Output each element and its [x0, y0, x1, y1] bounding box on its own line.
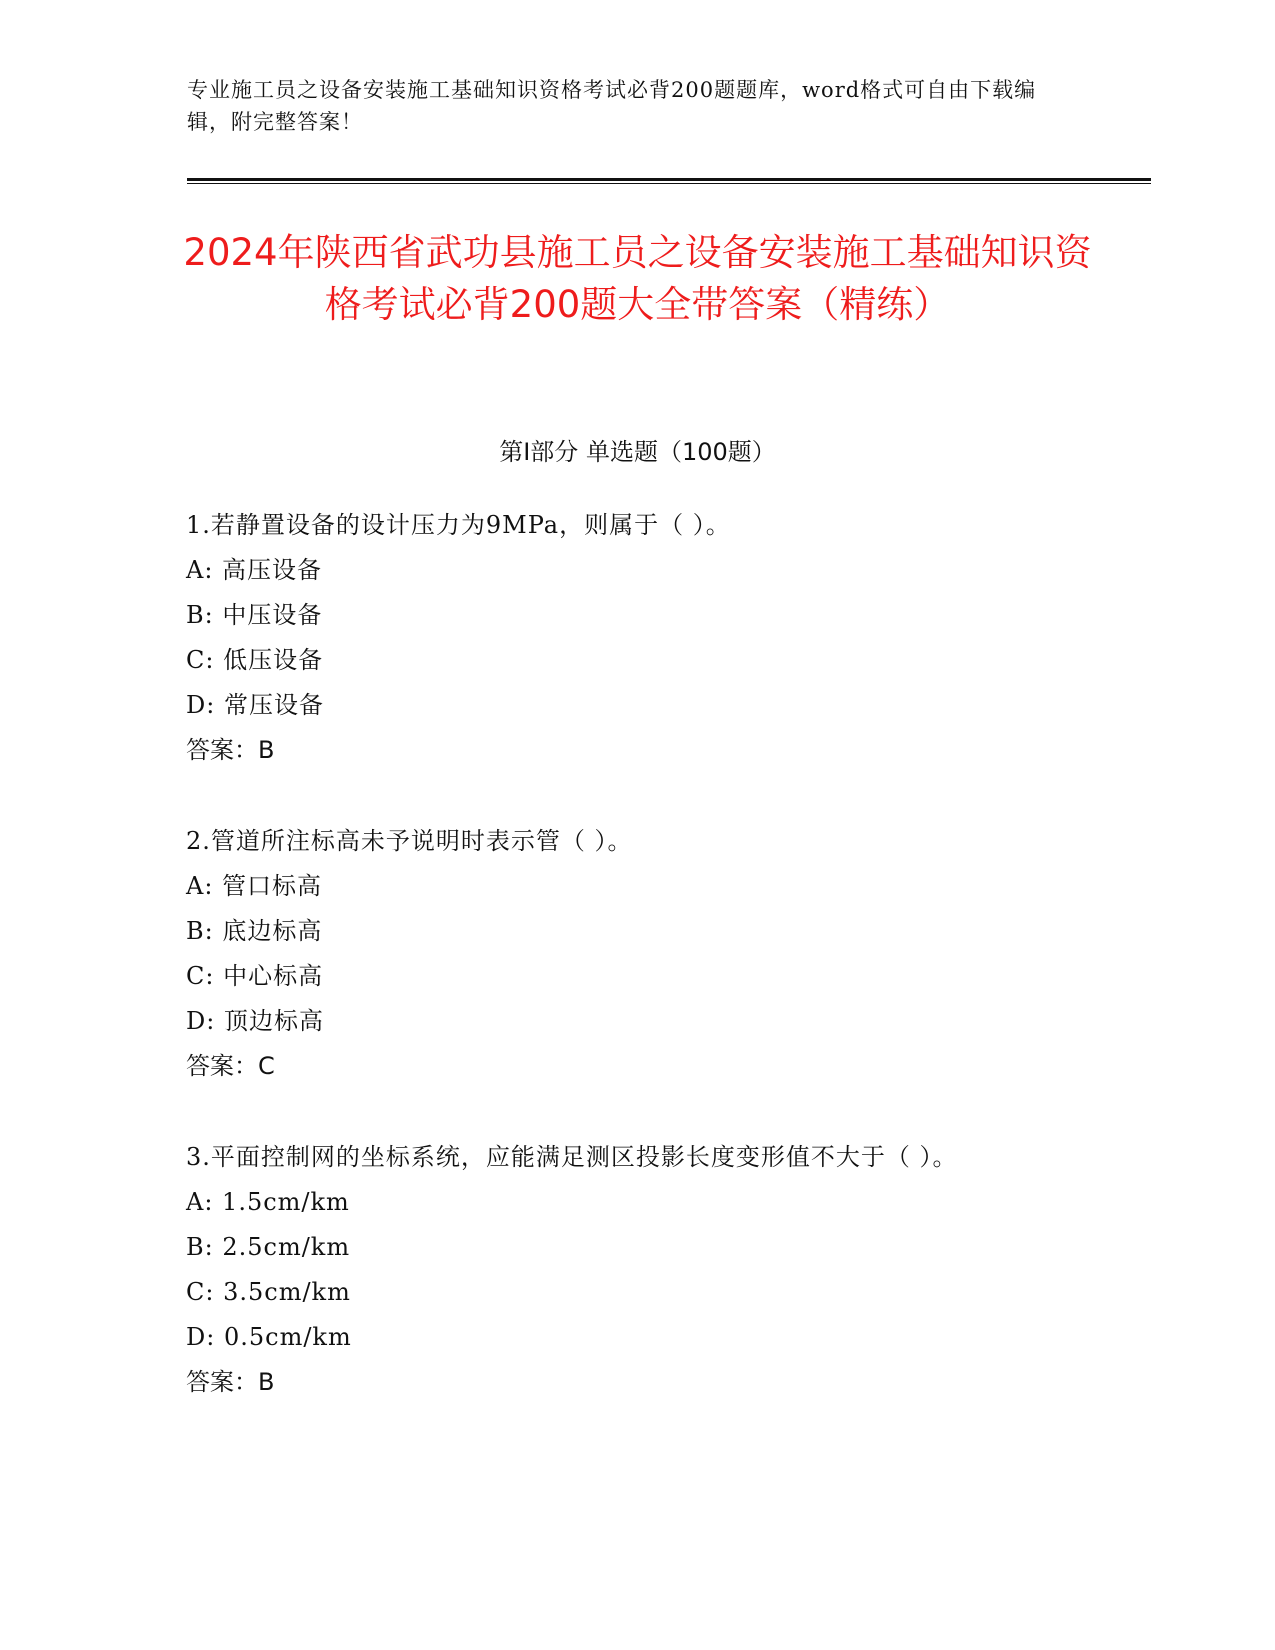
section-title: 第Ⅰ部分 单选题（100题）	[499, 438, 776, 466]
option-c: C: 中心标高	[186, 962, 324, 990]
option-d: D: 常压设备	[186, 691, 324, 719]
option-d: D: 顶边标高	[186, 1007, 324, 1035]
answer: 答案：B	[186, 736, 275, 764]
option-d: D: 0.5cm/km	[186, 1323, 352, 1351]
option-a: A: 高压设备	[186, 556, 323, 584]
header-rule-thick	[187, 178, 1151, 181]
option-a: A: 管口标高	[186, 872, 323, 900]
header-rule-thin	[187, 183, 1151, 184]
option-c: C: 3.5cm/km	[186, 1278, 351, 1306]
question-stem: 1.若静置设备的设计压力为9MPa，则属于（ ）。	[186, 511, 731, 539]
option-b: B: 底边标高	[186, 917, 323, 945]
option-b: B: 中压设备	[186, 601, 323, 629]
question-1	[186, 503, 1086, 773]
header-note: 专业施工员之设备安装施工基础知识资格考试必背200题题库，word格式可自由下载编辑，附完整答案！	[187, 78, 1037, 134]
question-3	[186, 1135, 1066, 1405]
question-stem: 3.平面控制网的坐标系统，应能满足测区投影长度变形值不大于（ ）。	[186, 1143, 958, 1171]
question-stem: 2.管道所注标高未予说明时表示管（ ）。	[186, 827, 633, 855]
document-title: 2024年陕西省武功县施工员之设备安装施工基础知识资格考试必背200题大全带答案（精练）	[183, 231, 1092, 326]
option-b: B: 2.5cm/km	[186, 1233, 351, 1261]
answer: 答案：C	[186, 1052, 275, 1080]
question-2	[186, 819, 1086, 1089]
option-a: A: 1.5cm/km	[186, 1188, 350, 1216]
option-c: C: 低压设备	[186, 646, 324, 674]
answer: 答案：B	[186, 1368, 275, 1396]
